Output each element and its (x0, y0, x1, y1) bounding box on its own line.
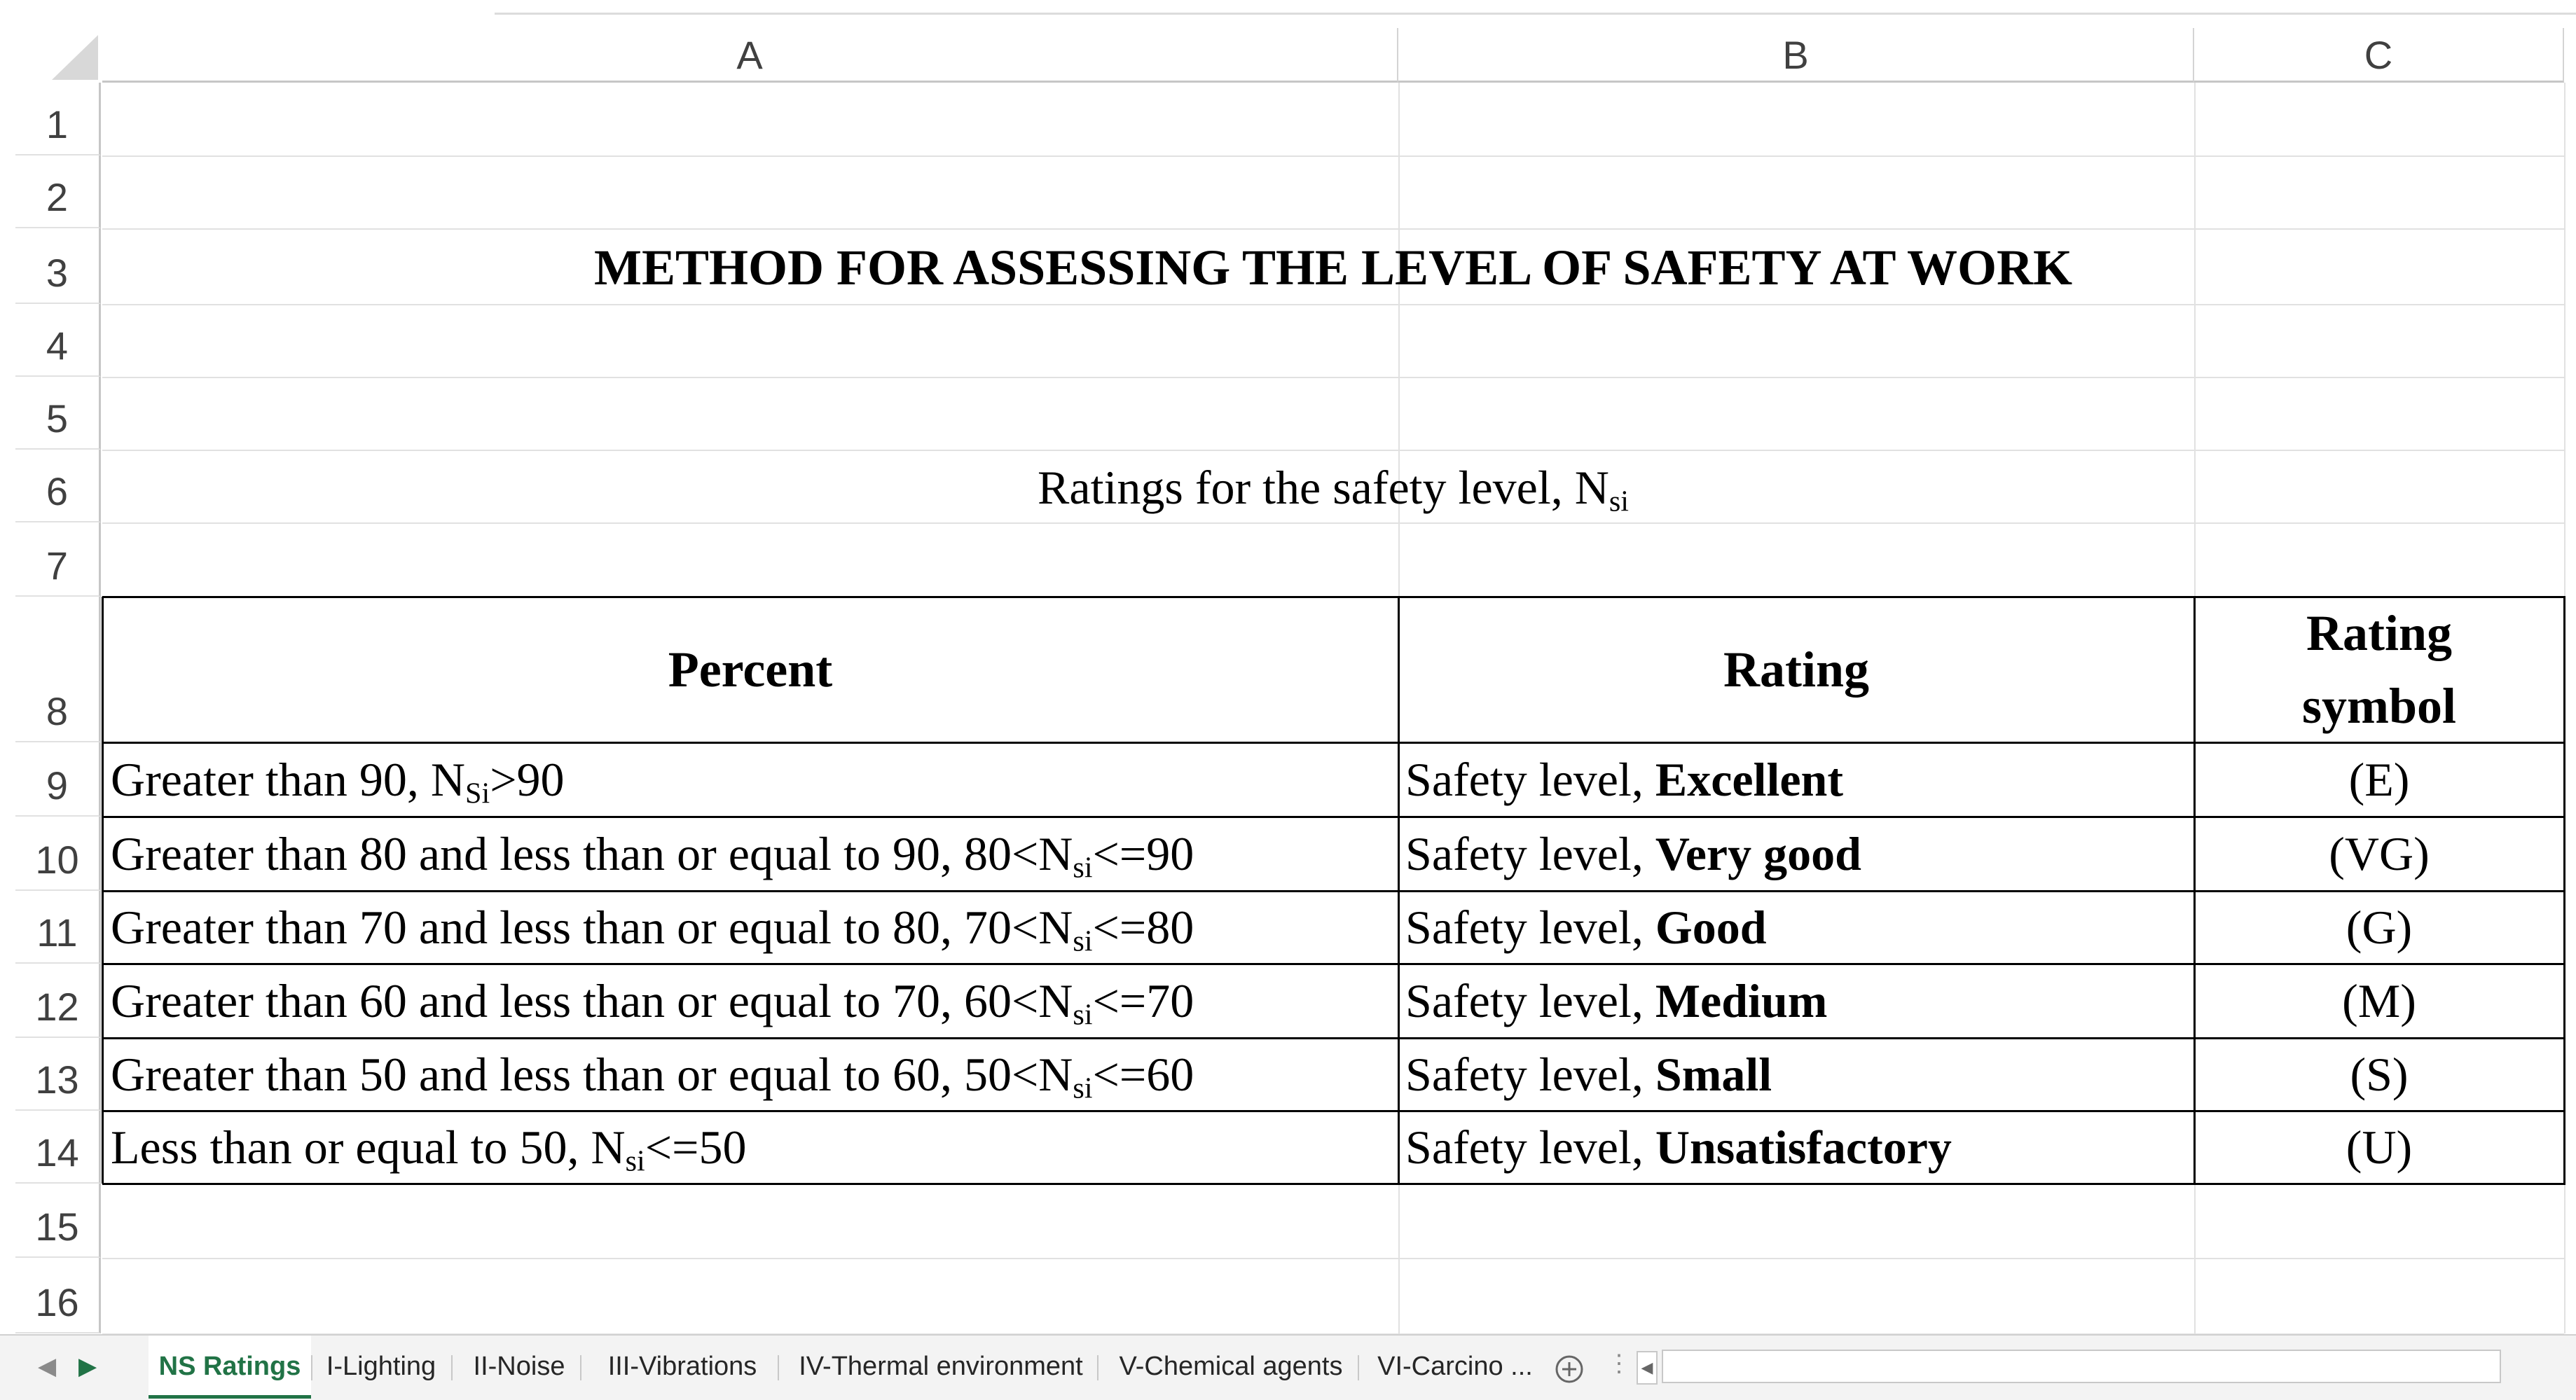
tab-separator (778, 1355, 779, 1380)
row-header-13[interactable]: 13 (15, 1038, 101, 1111)
percent-text: Greater than 70 and less than or equal to 80, 70<N (111, 901, 1073, 954)
row-header-8[interactable]: 8 (15, 597, 101, 742)
cell-percent[interactable] (102, 964, 1398, 1038)
header-rating[interactable]: Rating (1723, 642, 1870, 698)
sheet-tab-v-chemical-agents[interactable]: V-Chemical agents (1119, 1352, 1343, 1381)
rating-prefix: Safety level, (1405, 753, 1655, 806)
sheet-tab-iii-vibrations[interactable]: III-Vibrations (607, 1352, 757, 1381)
rating-prefix: Safety level, (1405, 1121, 1655, 1174)
cell-rating-symbol[interactable]: (U) (2346, 1121, 2413, 1174)
cell-rating-symbol[interactable]: (VG) (2329, 827, 2430, 880)
cell-rating[interactable] (1398, 964, 2194, 1038)
cell-percent[interactable] (102, 891, 1398, 964)
percent-text: Greater than 50 and less than or equal to 60, 50<N (111, 1048, 1073, 1101)
subtitle[interactable] (102, 451, 2564, 524)
rating-prefix: Safety level, (1405, 974, 1655, 1027)
tab-separator (451, 1355, 453, 1380)
row-header-15[interactable]: 15 (15, 1184, 101, 1258)
hscroll-left-icon[interactable]: ◀ (1637, 1351, 1658, 1385)
percent-condition: <=90 (1092, 827, 1194, 880)
percent-condition: <=50 (645, 1121, 747, 1174)
header-percent[interactable]: Percent (668, 642, 833, 698)
cell-rating[interactable] (1398, 1038, 2194, 1111)
percent-condition: >90 (490, 753, 565, 806)
tab-separator (580, 1355, 581, 1380)
cell-rating[interactable] (1398, 817, 2194, 891)
cell-rating-symbol[interactable]: (M) (2342, 974, 2416, 1027)
row-header-6[interactable]: 6 (15, 450, 101, 522)
select-all-corner[interactable] (15, 28, 101, 83)
tab-scroll-left-icon[interactable]: ◀ (38, 1353, 57, 1380)
rating-value: Unsatisfactory (1655, 1121, 1952, 1174)
cell-percent[interactable] (102, 1111, 1398, 1184)
rating-prefix: Safety level, (1405, 827, 1655, 880)
row-header-4[interactable]: 4 (15, 304, 101, 377)
formula-bar-edge (495, 13, 2576, 15)
tab-separator (1358, 1355, 1359, 1380)
select-all-icon (15, 28, 101, 83)
cell-percent[interactable] (102, 1038, 1398, 1111)
percent-text: Greater than 80 and less than or equal to 90, 80<N (111, 827, 1073, 880)
percent-sub: Si (465, 777, 490, 810)
row-header-10[interactable]: 10 (15, 817, 101, 891)
row-header-5[interactable]: 5 (15, 377, 101, 450)
rating-value: Small (1655, 1048, 1772, 1101)
row-header-16[interactable]: 16 (15, 1258, 101, 1333)
subtitle-text: Ratings for the safety level, N (1038, 461, 1609, 514)
rating-value: Excellent (1655, 753, 1844, 806)
row-header-14[interactable]: 14 (15, 1111, 101, 1184)
cell-rating-symbol[interactable]: (E) (2348, 753, 2410, 806)
rating-value: Medium (1655, 974, 1828, 1027)
cell-rating-symbol[interactable]: (G) (2346, 901, 2413, 954)
plus-circle-icon[interactable] (1554, 1354, 1585, 1385)
rating-prefix: Safety level, (1405, 1048, 1655, 1101)
rating-value: Good (1655, 901, 1767, 954)
cell-rating[interactable] (1398, 891, 2194, 964)
row-header-11[interactable]: 11 (15, 891, 101, 964)
subtitle-sub: si (1609, 485, 1629, 518)
cell-rating[interactable] (1398, 1111, 2194, 1184)
column-header-b[interactable]: B (1398, 28, 2194, 83)
sheet-tab-ii-noise[interactable]: II-Noise (473, 1352, 565, 1381)
cell-percent[interactable] (102, 817, 1398, 891)
percent-sub: si (1073, 1072, 1093, 1105)
vertical-ellipsis-icon[interactable]: ⋮ (1607, 1350, 1631, 1377)
row-header-3[interactable]: 3 (15, 228, 101, 304)
sheet-tab-iv-thermal-environment[interactable]: IV-Thermal environment (799, 1352, 1083, 1381)
sheet-tab-ns-ratings[interactable]: NS Ratings (149, 1336, 311, 1399)
row-header-2[interactable]: 2 (15, 155, 101, 228)
percent-text: Greater than 90, N (111, 753, 466, 806)
percent-sub: si (625, 1144, 645, 1178)
sheet-tab-i-lighting[interactable]: I-Lighting (326, 1352, 436, 1381)
header-rating-symbol[interactable] (2194, 597, 2564, 742)
percent-condition: <=80 (1092, 901, 1194, 954)
tab-separator (1097, 1355, 1098, 1380)
percent-text: Greater than 60 and less than or equal to 70, 60<N (111, 974, 1073, 1027)
percent-text: Less than or equal to 50, N (111, 1121, 626, 1174)
rating-prefix: Safety level, (1405, 901, 1655, 954)
rating-value: Very good (1655, 827, 1861, 880)
row-header-12[interactable]: 12 (15, 964, 101, 1038)
column-header-a[interactable]: A (102, 28, 1398, 83)
sheet-tab-bar (0, 1334, 2576, 1400)
cell-percent[interactable] (102, 742, 1398, 817)
header-symbol-line1: Rating (2306, 605, 2453, 661)
row-header-9[interactable]: 9 (15, 742, 101, 817)
horizontal-scrollbar[interactable] (1662, 1350, 2501, 1383)
tab-scroll-right-icon[interactable]: ▶ (78, 1353, 97, 1380)
cell-rating-symbol[interactable]: (S) (2350, 1048, 2409, 1101)
row-header-7[interactable]: 7 (15, 522, 101, 597)
percent-condition: <=60 (1092, 1048, 1194, 1101)
cell-rating[interactable] (1398, 742, 2194, 817)
percent-condition: <=70 (1092, 974, 1194, 1027)
sheet-title[interactable]: METHOD FOR ASSESSING THE LEVEL OF SAFETY AT WORK (594, 240, 2072, 296)
row-header-1[interactable]: 1 (15, 83, 101, 155)
percent-sub: si (1073, 998, 1093, 1032)
column-header-c[interactable]: C (2194, 28, 2564, 83)
percent-sub: si (1073, 924, 1093, 958)
percent-sub: si (1073, 851, 1093, 885)
header-symbol-line2: symbol (2301, 678, 2457, 734)
sheet-tab-vi-carcino[interactable]: VI-Carcino ... (1377, 1352, 1533, 1381)
